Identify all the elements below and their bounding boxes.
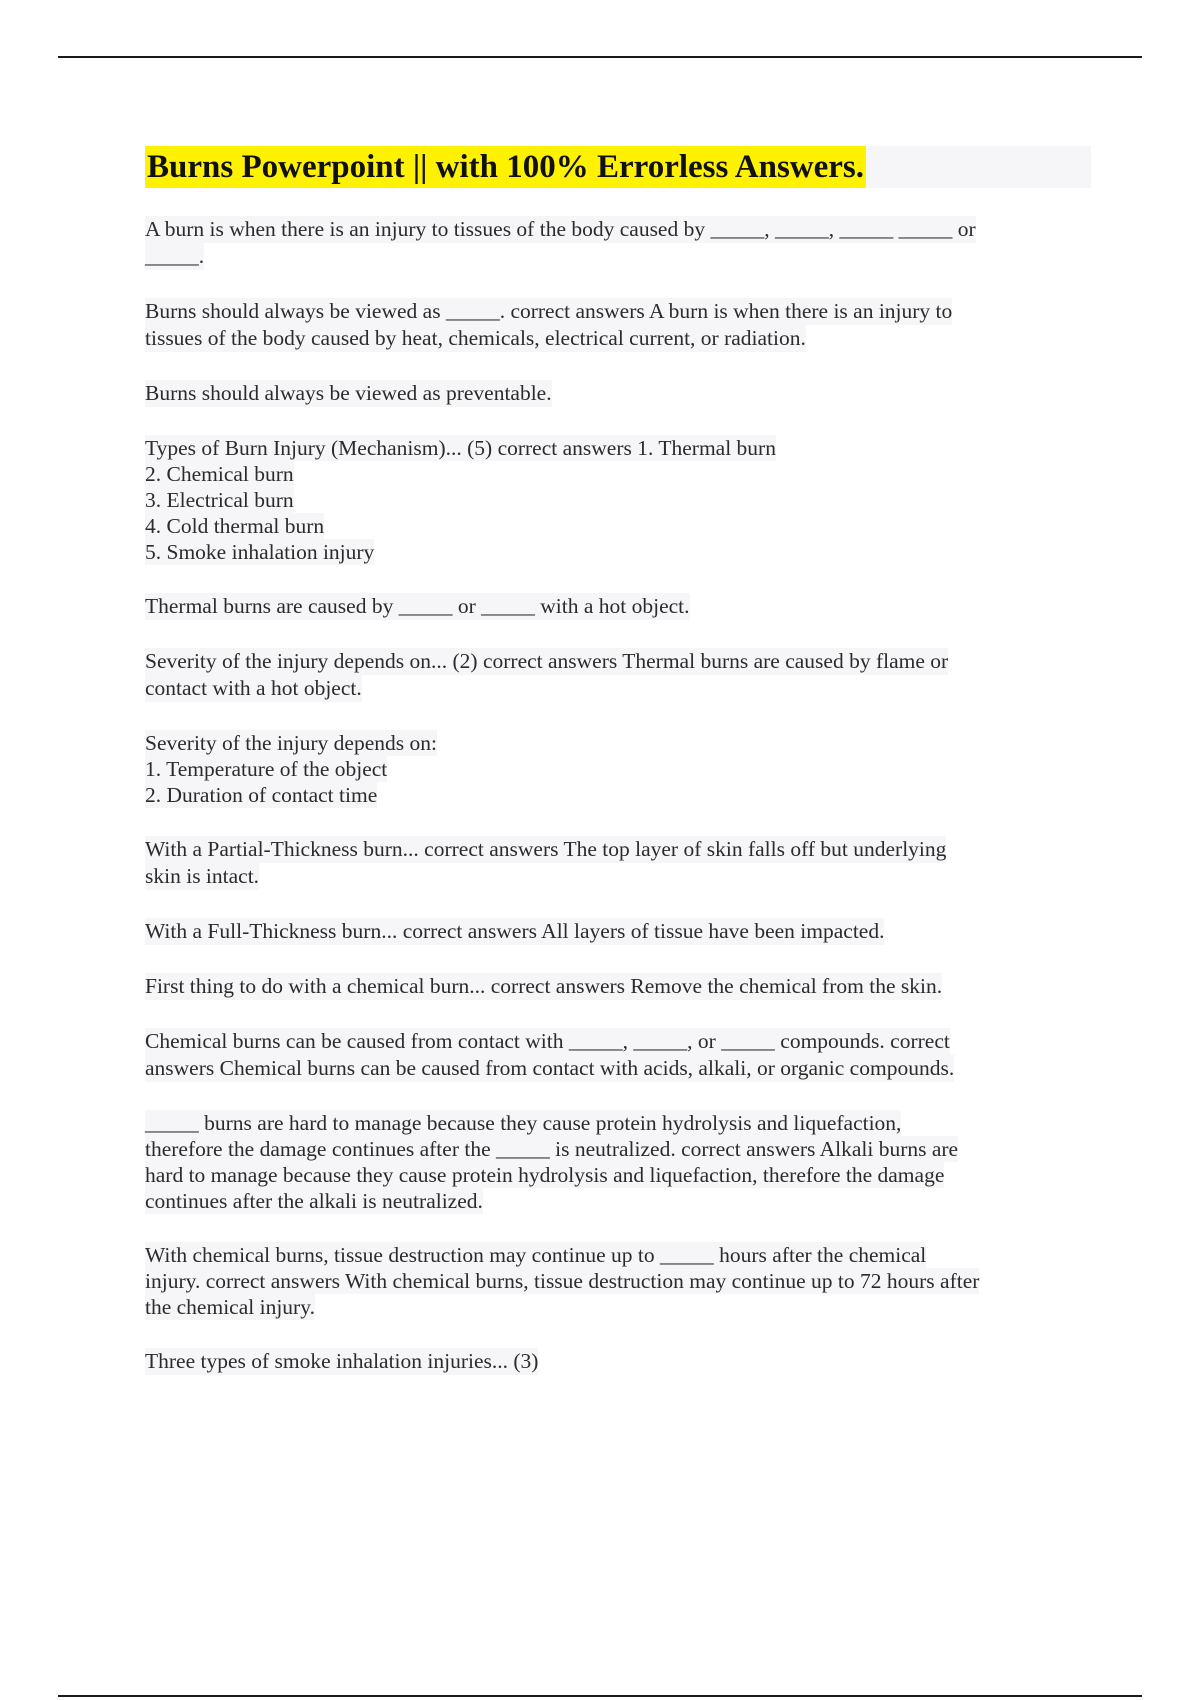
bottom-rule — [58, 1695, 1142, 1697]
text-line: tissues of the body caused by heat, chemicals, electrical current, or radiation. — [145, 326, 806, 350]
text-line: 2. Chemical burn — [145, 462, 294, 486]
paragraph — [145, 593, 1091, 620]
paragraph — [145, 1028, 1091, 1082]
text-line: _____. — [145, 244, 205, 268]
paragraph — [145, 730, 1091, 808]
text-line: A burn is when there is an injury to tissues of the body caused by _____, _____, _____ _____ or — [145, 217, 976, 241]
text-line: therefore the damage continues after the _____ is neutralized. correct answers Alkali burns are — [145, 1137, 959, 1161]
paragraph — [145, 648, 1091, 702]
document-title: Burns Powerpoint || with 100% Errorless Answers. — [145, 146, 866, 188]
paragraph — [145, 918, 1091, 945]
paragraph — [145, 1242, 1091, 1320]
text-line: Types of Burn Injury (Mechanism)... (5) correct answers 1. Thermal burn — [145, 436, 776, 460]
text-line: With chemical burns, tissue destruction may continue up to _____ hours after the chemical — [145, 1243, 927, 1267]
paragraph — [145, 1348, 1091, 1375]
text-line: _____ burns are hard to manage because they cause protein hydrolysis and liquefaction, — [145, 1111, 902, 1135]
paragraph — [145, 435, 1091, 565]
text-line: 3. Electrical burn — [145, 488, 294, 512]
text-line: 5. Smoke inhalation injury — [145, 540, 375, 564]
text-line: continues after the alkali is neutralized. — [145, 1189, 483, 1213]
text-line: Thermal burns are caused by _____ or _____ with a hot object. — [145, 594, 690, 618]
text-line: Three types of smoke inhalation injuries... (3) — [145, 1349, 539, 1373]
text-line: With a Partial-Thickness burn... correct answers The top layer of skin falls off but underlying — [145, 837, 947, 861]
text-line: First thing to do with a chemical burn... correct answers Remove the chemical from the skin. — [145, 974, 943, 998]
paragraph — [145, 1110, 1091, 1214]
text-line: Chemical burns can be caused from contact with _____, _____, or _____ compounds. correct — [145, 1029, 950, 1053]
text-line: Severity of the injury depends on... (2) correct answers Thermal burns are caused by flame or — [145, 649, 949, 673]
text-line: Burns should always be viewed as _____. correct answers A burn is when there is an injury to — [145, 299, 953, 323]
paragraph — [145, 216, 1091, 270]
paragraph — [145, 298, 1091, 352]
text-line: Severity of the injury depends on: — [145, 731, 437, 755]
title-bar — [145, 146, 1091, 188]
text-line: Burns should always be viewed as preventable. — [145, 381, 552, 405]
text-line: hard to manage because they cause protein hydrolysis and liquefaction, therefore the damage — [145, 1163, 945, 1187]
text-line: 1. Temperature of the object — [145, 757, 388, 781]
paragraph — [145, 973, 1091, 1000]
text-line: 2. Duration of contact time — [145, 783, 378, 807]
text-line: skin is intact. — [145, 864, 260, 888]
paragraph — [145, 380, 1091, 407]
text-line: the chemical injury. — [145, 1295, 315, 1319]
text-line: With a Full-Thickness burn... correct answers All layers of tissue have been impacted. — [145, 919, 885, 943]
text-line: contact with a hot object. — [145, 676, 362, 700]
document-body — [145, 146, 1091, 1375]
top-rule — [58, 56, 1142, 58]
paragraph-list — [145, 216, 1091, 1375]
text-line: answers Chemical burns can be caused from contact with acids, alkali, or organic compounds. — [145, 1056, 955, 1080]
paragraph — [145, 836, 1091, 890]
text-line: 4. Cold thermal burn — [145, 514, 325, 538]
text-line: injury. correct answers With chemical burns, tissue destruction may continue up to 72 hours after — [145, 1269, 980, 1293]
